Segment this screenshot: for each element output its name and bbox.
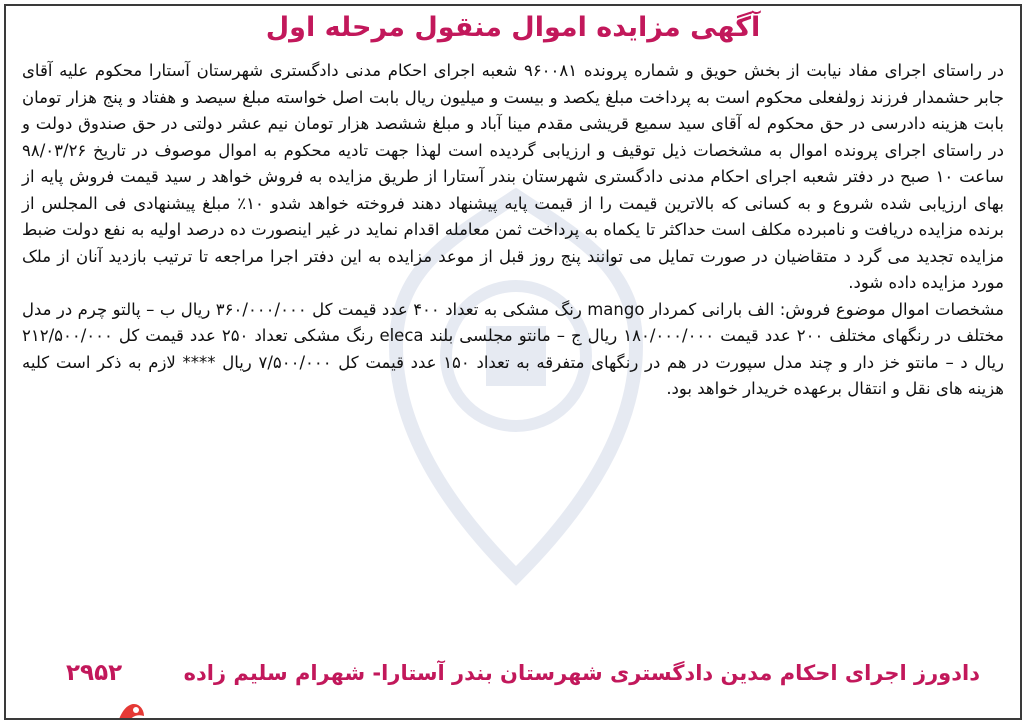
ad-number: ۲۹۵۲ — [66, 660, 123, 686]
notice-footer — [26, 656, 1000, 690]
notice-title: آگهی مزایده اموال منقول مرحله اول — [265, 12, 761, 43]
publisher-logo-icon — [114, 700, 148, 720]
notice-body — [22, 58, 1004, 403]
notice-paragraph-items: مشخصات اموال موضوع فروش: الف بارانی کمردار mango رنگ مشکی به تعداد ۴۰۰ عدد قیمت کل ۳۶۰/۰۰۰/۰۰۰ ریال ب – پالتو چرم در مدل مختلف در رنگهای مختلف ۲۰۰ عدد قیمت ۱۸۰/۰۰۰/۰۰۰ ریال ج – مانتو مجلسی بلند eleca رنگ مشکی تعداد ۲۵۰ عدد قیمت کل ۲۱۲/۵۰۰/۰۰۰ ریال د – مانتو خز دار و چند مدل سپورت در هم در رنگهای متفرقه به تعداد ۱۵۰ عدد قیمت کل ۷/۵۰۰/۰۰۰ ریال **** لازم به ذکر است کلیه هزینه های نقل و انتقال برعهده خریدار خواهد بود. — [22, 299, 1005, 398]
notice-paragraph-main: در راستای اجرای مفاد نیابت از بخش حویق و شماره پرونده ۹۶۰۰۸۱ شعبه اجرای احکام مدنی دادگستری شهرستان آستارا محکوم علیه آقای جابر حشمدار فرزند زولفعلی محکوم است به پرداخت مبلغ یکصد و بیست و میلیون ریال بابت اصل خواسته مبلغ سیصد و هفتاد و پنج هزار تومان بابت هزینه دادرسی در حق محکوم له آقای سید سمیع قریشی مقدم مینا آباد و مبلغ ششصد هزار تومان نیم عشر دولتی در حق صندوق دولت و در راستای اجرای پرونده اموال به مشخصات ذیل توقیف و ارزیابی گردیده است لهذا جهت تادیه محکوم به اموال موصوف در تاریخ ۹۸/۰۳/۲۶ ساعت ۱۰ صبح در دفتر شعبه اجرای احکام مدنی دادگستری شهرستان بندر آستارا از طریق مزایده به فروش خواهد ر سید قیمت فروش پایه از بهای ارزیابی شده شروع و به کسانی که بالاترین قیمت را از قیمت پایه پیشنهاد دهند فروخته خواهد شدو ۱۰٪ مبلغ پیشنهادی فی المجلس از برنده مزایده دریافت و نامبرده مکلف است حداکثر تا یکماه به پرداخت ثمن معامله اقدام نماید در غیر اینصورت ده درصد اولیه به نفع دولت ضبط مزایده تجدید می گرد د متقاضیان در صورت تمایل می توانند پنج روز قبل از موعد مزایده به این دفتر اجرا مراجعه تا ترتیب بازدید آنان از ملک مورد مزایده داده شود. — [22, 61, 1005, 292]
signature-line: دادورز اجرای احکام مدین دادگستری شهرستان بندر آستارا- شهرام سلیم زاده — [183, 661, 980, 685]
notice-frame — [4, 4, 1022, 720]
